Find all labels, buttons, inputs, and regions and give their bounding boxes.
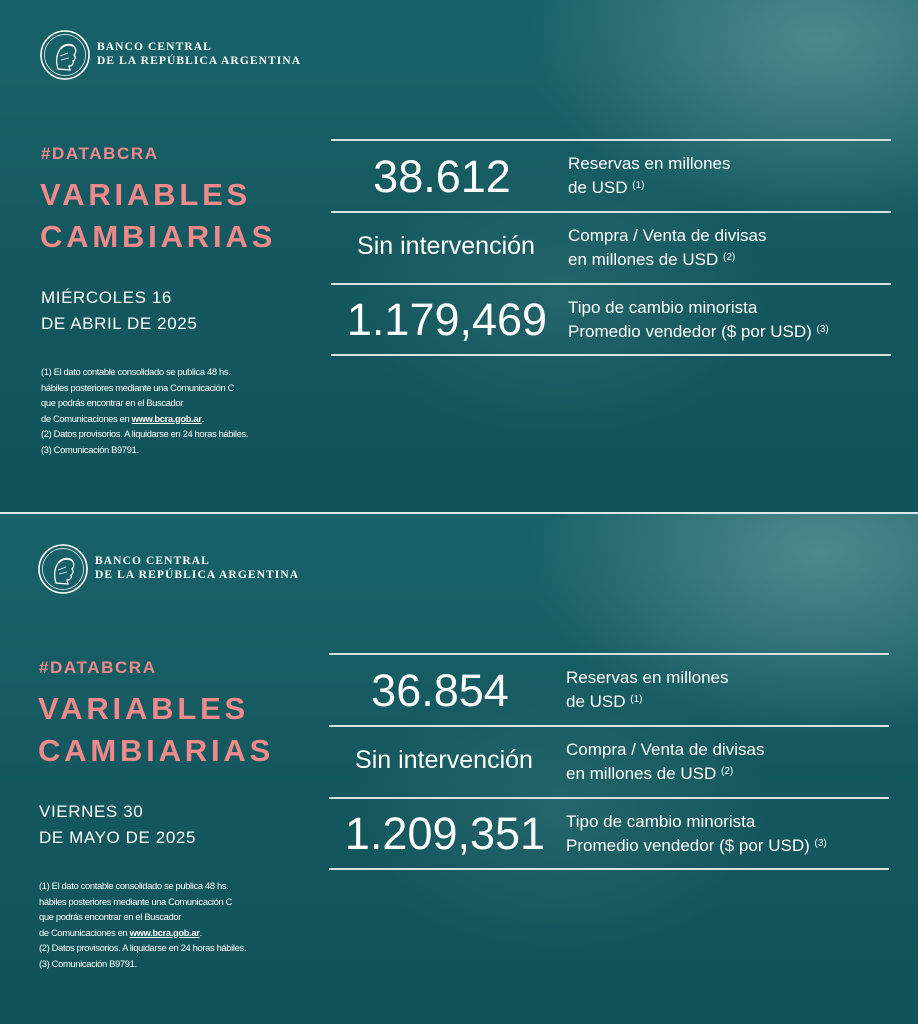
divider-line xyxy=(329,797,889,799)
divider-line xyxy=(329,725,889,727)
fx-label-line2: en millones de USD xyxy=(566,764,717,783)
footnote-1a: (1) El dato contable consolidado se publica 48 hs. xyxy=(39,880,229,891)
fx-ref: (2) xyxy=(722,252,736,263)
rate-label xyxy=(568,296,829,344)
divider-line xyxy=(331,139,891,141)
bcra-link[interactable]: www.bcra.gob.ar xyxy=(131,412,202,424)
rate-value: 1.179,469 xyxy=(346,294,548,345)
bcra-link[interactable]: www.bcra.gob.ar xyxy=(129,926,200,938)
footnote-2: (2) Datos provisorios. A liquidarse en 24 horas hábiles. xyxy=(39,942,247,953)
reserves-label-line2: de USD xyxy=(566,692,626,711)
bank-name xyxy=(95,554,299,582)
footnote-1a: (1) El dato contable consolidado se publica 48 hs. xyxy=(41,366,231,377)
footnote-1b: hábiles posteriores mediante una Comunicación C xyxy=(41,381,235,393)
reserves-value: 38.612 xyxy=(373,151,511,202)
title-line2: CAMBIARIAS xyxy=(40,219,277,254)
bank-name xyxy=(97,40,301,68)
bcra-logo xyxy=(37,543,357,603)
fx-label-line1: Compra / Venta de divisas xyxy=(568,226,767,245)
divider-line xyxy=(331,211,891,213)
bcra-seal-icon xyxy=(39,29,91,81)
rate-label-line2: Promedio vendedor ($ por USD) xyxy=(566,836,810,855)
footnote-1c: que podrás encontrar en el Buscador xyxy=(39,911,182,922)
reserves-label xyxy=(566,666,729,714)
divider-line xyxy=(329,653,889,655)
footnote-1d-end: . xyxy=(201,412,204,424)
title-line1: VARIABLES xyxy=(38,691,250,726)
footnotes xyxy=(41,364,248,457)
bank-name-line2: DE LA REPÚBLICA ARGENTINA xyxy=(97,55,302,67)
footnote-1d-text: de Comunicaciones en xyxy=(41,412,132,424)
rate-ref: (3) xyxy=(816,324,829,335)
footnote-1c: que podrás encontrar en el Buscador xyxy=(41,397,184,408)
fx-value: Sin intervención xyxy=(357,232,535,260)
rate-label xyxy=(566,810,827,858)
footnote-1d xyxy=(41,411,248,427)
footnote-3: (3) Comunicación B9791. xyxy=(41,443,139,455)
title-line2: CAMBIARIAS xyxy=(38,733,275,768)
infographic-card-may xyxy=(0,514,918,1024)
footnote-1b: hábiles posteriores mediante una Comunicación C xyxy=(39,895,233,907)
footnotes xyxy=(39,878,246,971)
footnote-1d-text: de Comunicaciones en xyxy=(39,926,130,938)
footnote-3: (3) Comunicación B9791. xyxy=(39,957,137,969)
footnote-1d xyxy=(39,925,246,941)
date-line2: DE MAYO DE 2025 xyxy=(39,828,197,847)
rate-label-line1: Tipo de cambio minorista xyxy=(568,298,758,317)
fx-label-line2: en millones de USD xyxy=(568,250,719,269)
fx-value: Sin intervención xyxy=(355,746,533,774)
footnote-1d-end: . xyxy=(199,926,202,938)
fx-label xyxy=(568,224,766,272)
rate-label-line2: Promedio vendedor ($ por USD) xyxy=(568,322,812,341)
rate-label-line1: Tipo de cambio minorista xyxy=(566,812,756,831)
reserves-label-line1: Reservas en millones xyxy=(566,668,729,687)
rate-ref: (3) xyxy=(814,838,827,849)
bank-name-line1: BANCO CENTRAL xyxy=(95,555,210,567)
date-line1: VIERNES 30 xyxy=(39,802,144,821)
bcra-logo xyxy=(39,29,359,89)
date xyxy=(39,799,196,851)
page-title xyxy=(38,688,274,772)
bank-name-line1: BANCO CENTRAL xyxy=(97,41,212,53)
reserves-label xyxy=(568,152,731,200)
date-line1: MIÉRCOLES 16 xyxy=(41,288,172,307)
title-line1: VARIABLES xyxy=(40,177,252,212)
page-title xyxy=(40,174,276,258)
reserves-ref: (1) xyxy=(632,180,645,191)
hashtag: #DATABCRA xyxy=(41,144,159,163)
divider-line xyxy=(329,868,889,870)
hashtag: #DATABCRA xyxy=(39,658,157,677)
bank-name-line2: DE LA REPÚBLICA ARGENTINA xyxy=(95,569,300,581)
date-line2: DE ABRIL DE 2025 xyxy=(41,314,198,333)
rate-value: 1.209,351 xyxy=(344,808,546,859)
reserves-value: 36.854 xyxy=(371,665,509,716)
fx-label-line1: Compra / Venta de divisas xyxy=(566,740,765,759)
divider-line xyxy=(331,354,891,356)
reserves-label-line2: de USD xyxy=(568,178,628,197)
reserves-label-line1: Reservas en millones xyxy=(568,154,731,173)
date xyxy=(41,285,197,337)
reserves-ref: (1) xyxy=(630,694,643,705)
divider-line xyxy=(331,283,891,285)
bcra-seal-icon xyxy=(37,543,89,595)
fx-ref: (2) xyxy=(720,766,734,777)
footnote-2: (2) Datos provisorios. A liquidarse en 24 horas hábiles. xyxy=(41,428,249,439)
fx-label xyxy=(566,738,764,786)
